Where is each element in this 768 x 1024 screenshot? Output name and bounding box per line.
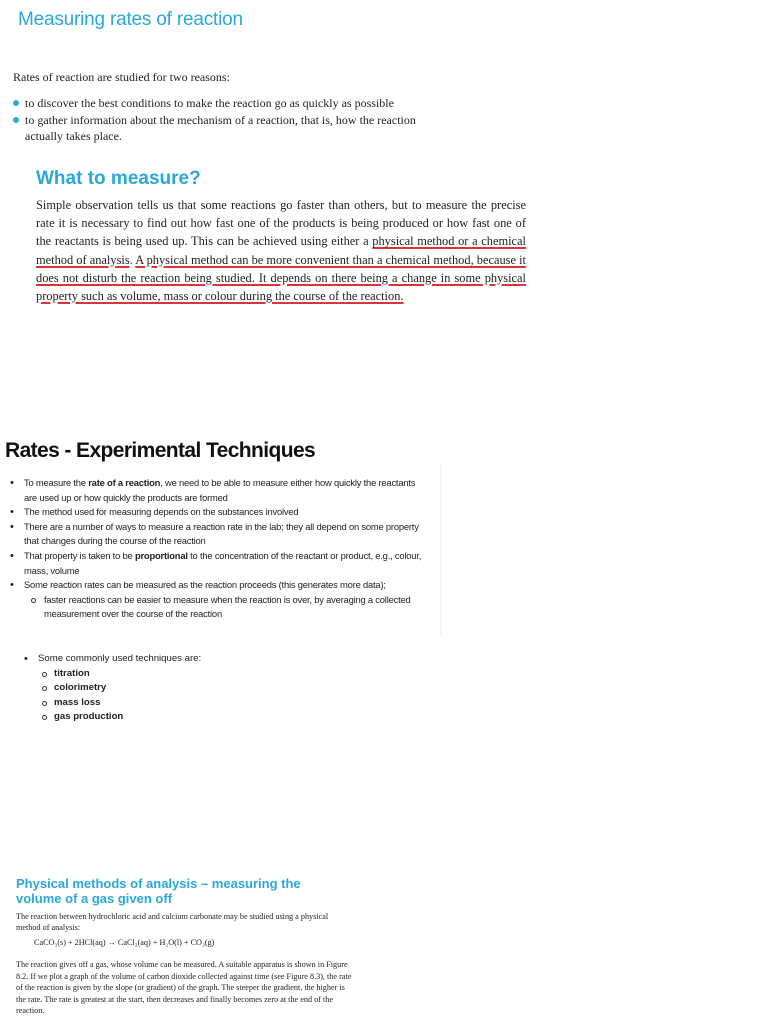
technique-label: gas production	[54, 711, 124, 723]
techniques-bullet-list	[10, 476, 430, 622]
technique-item	[24, 681, 324, 696]
underlined-text: physical method or a chemical method of analysis	[36, 234, 526, 267]
section-title-what-to-measure: What to measure?	[36, 168, 201, 189]
underlined-text: A physical method can be more convenient than a chemical method, because it does not disturb the reaction being studied. It depends on there being a change in some physical property such as volume, mass or colour during the course of the reaction.	[36, 252, 527, 304]
divider	[440, 465, 441, 635]
technique-item	[24, 667, 324, 682]
section-title-physical-methods: Physical methods of analysis – measuring the volume of a gas given off	[16, 876, 301, 906]
list-item: • Some reaction rates can be measured as the reaction proceeds (this generates more data);	[10, 578, 430, 593]
list-item	[10, 476, 430, 505]
list-item: • There are a number of ways to measure a reaction rate in the lab; they all depend on some property that changes during the course of the reaction	[10, 520, 430, 549]
list-text-bold: rate of a reaction	[88, 477, 161, 488]
technique-item	[24, 696, 324, 711]
bullet-dot-icon	[13, 100, 19, 106]
intro-text: The reaction between hydrochloric acid and calcium carbonate may be studied using a physical method of analysis:	[16, 912, 329, 932]
section-title-measuring-rates: Measuring rates of reaction	[18, 9, 243, 30]
paragraph-text: .	[129, 252, 136, 267]
paragraph-text: Simple observation tells us that some reactions go faster than others, but to measure the precise rate it is necessary to find out how fast one of the products is being produced or how fast one of the reactants is being used up. This can be achieved using either a	[36, 198, 526, 249]
bullet-dot-icon	[13, 117, 19, 123]
common-techniques-list	[24, 652, 324, 725]
technique-label: colorimetry	[54, 682, 107, 694]
list-item: • Some commonly used techniques are:	[24, 652, 324, 667]
paragraph-what-to-measure	[36, 196, 526, 305]
section-title-experimental-techniques: Rates - Experimental Techniques	[5, 439, 316, 462]
chemical-equation: CaCO₃(s) + 2HCl(aq) → CaCl₂(aq) + H₂O(l) + CO₂(g)	[34, 938, 215, 947]
bullet-text: to discover the best conditions to make the reaction go as quickly as possible	[25, 96, 394, 110]
technique-label: mass loss	[54, 696, 101, 708]
list-item	[10, 549, 430, 578]
sub-list-item: faster reactions can be easier to measure when the reaction is over, by averaging a collected measurement over the course of the reaction	[10, 593, 430, 622]
list-text: That property is taken to be	[24, 549, 135, 561]
bullet-text: to gather information about the mechanism of a reaction, that is, how the reaction	[25, 113, 416, 127]
technique-label: titration	[54, 667, 90, 679]
list-item: • The method used for measuring depends on the substances involved	[10, 505, 430, 520]
list-text: to the concentration of the reactant or product, e.g., colour, mass, volume	[24, 549, 422, 576]
intro-text: Rates of reaction are studied for two reasons:	[13, 70, 230, 84]
list-item	[13, 112, 473, 144]
bullet-text-continued: actually takes place.	[25, 129, 122, 143]
technique-item	[24, 710, 324, 725]
paragraph-physical-methods: The reaction gives off a gas, whose volume can be measured. A suitable apparatus is shown in Figure 8.2. If we plot a graph of the volume of carbon dioxide collected against time (see Figure 8.3), the rate of the reaction is given by the slope (or gradient) of the graph. The steeper the gradient, the higher is the rate. The rate is greatest at the start, then decreases and finally becomes zero at the end of the reaction.	[16, 960, 352, 1016]
list-text-bold: proportional	[134, 549, 188, 561]
list-item	[13, 95, 473, 111]
list-text: To measure the	[24, 477, 89, 488]
list-text: , we need to be able to measure either how quickly the reactants are used up or how quickly the products are formed	[24, 477, 416, 503]
